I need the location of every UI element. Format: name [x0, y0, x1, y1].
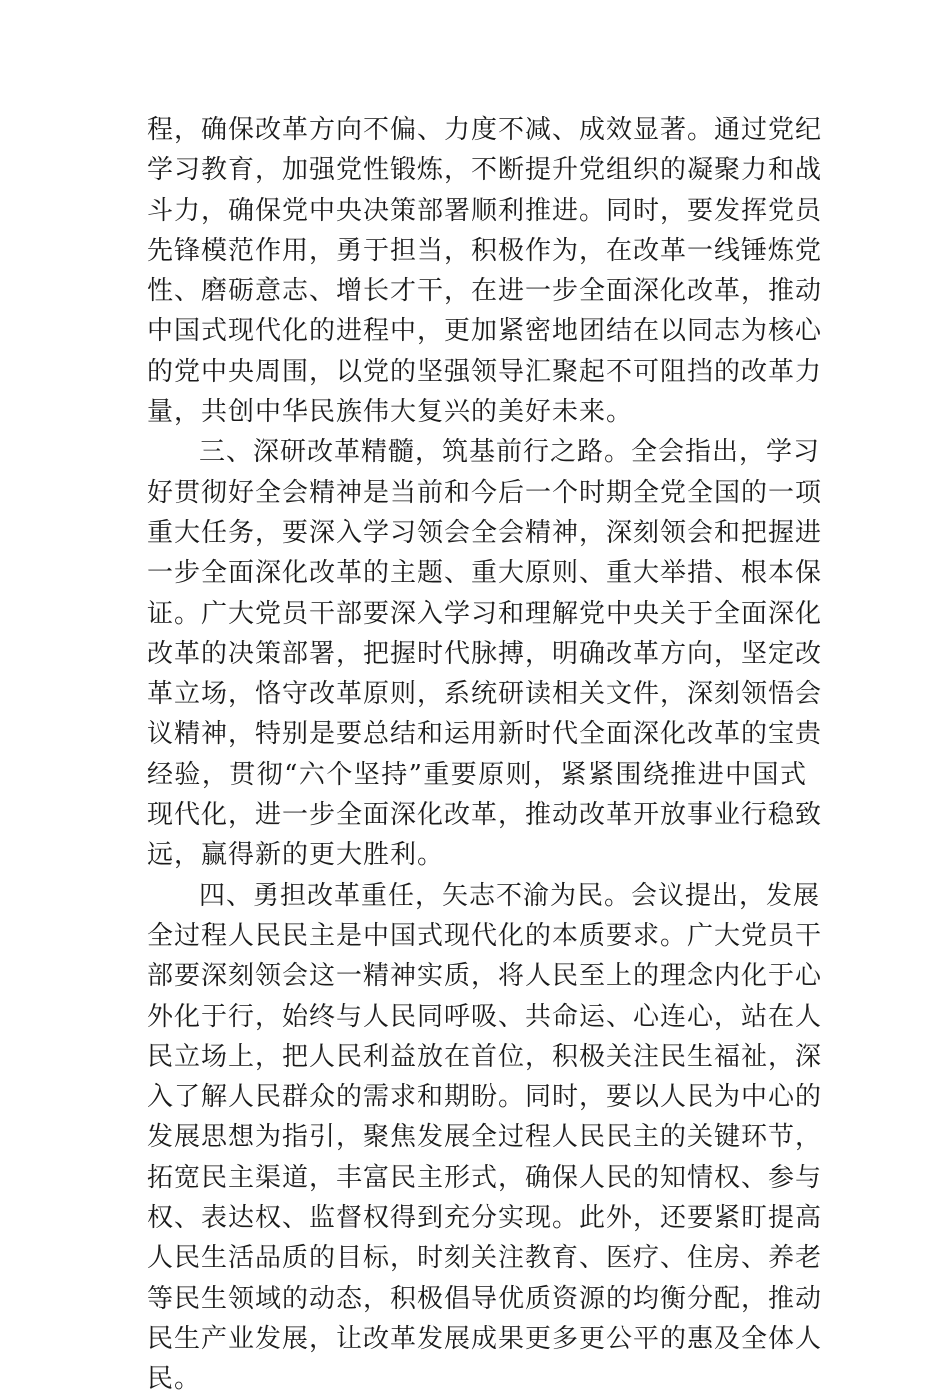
text-line: 入了解人民群众的需求和期盼。同时，要以人民为中心的	[147, 1082, 823, 1113]
text-line: 全过程人民民主是中国式现代化的本质要求。广大党员干	[147, 920, 823, 951]
text-line: 改革的决策部署，把握时代脉搏，明确改革方向，坚定改	[147, 638, 823, 669]
text-line: 学习教育，加强党性锻炼，不断提升党组织的凝聚力和战	[147, 155, 823, 186]
text-line: 远，赢得新的更大胜利。	[147, 840, 445, 871]
text-line: 发展思想为指引，聚焦发展全过程人民民主的关键环节，	[147, 1122, 823, 1153]
text-line: 量，共创中华民族伟大复兴的美好未来。	[147, 397, 634, 428]
text-line: 外化于行，始终与人民同呼吸、共命运、心连心，站在人	[147, 1001, 823, 1032]
text-line: 民生产业发展，让改革发展成果更多更公平的惠及全体人	[147, 1323, 823, 1354]
text-line: 革立场，恪守改革原则，系统研读相关文件，深刻领悟会	[147, 679, 823, 710]
text-line: 经验，贯彻“六个坚持”重要原则，紧紧围绕推进中国式	[147, 759, 807, 790]
text-line: 拓宽民主渠道，丰富民主形式，确保人民的知情权、参与	[147, 1162, 823, 1193]
text-line: 权、表达权、监督权得到充分实现。此外，还要紧盯提高	[147, 1203, 823, 1234]
text-line: 先锋模范作用，勇于担当，积极作为，在改革一线锤炼党	[147, 235, 823, 266]
text-line: 等民生领域的动态，积极倡导优质资源的均衡分配，推动	[147, 1283, 823, 1314]
text-line: 中国式现代化的进程中，更加紧密地团结在以同志为核心	[147, 316, 823, 347]
text-line: 民。	[147, 1364, 202, 1395]
text-line: 证。广大党员干部要深入学习和理解党中央关于全面深化	[147, 598, 823, 629]
text-line: 重大任务，要深入学习领会全会精神，深刻领会和把握进	[147, 517, 823, 548]
paragraph-first-line: 三、深研改革精髓，筑基前行之路。全会指出，学习	[199, 437, 821, 468]
text-line: 民立场上，把人民利益放在首位，积极关注民生福祉，深	[147, 1041, 823, 1072]
paragraph-first-line: 四、勇担改革重任，矢志不渝为民。会议提出，发展	[199, 880, 821, 911]
text-line: 的党中央周围，以党的坚强领导汇聚起不可阻挡的改革力	[147, 356, 823, 387]
text-line: 好贯彻好全会精神是当前和今后一个时期全党全国的一项	[147, 477, 823, 508]
text-line: 斗力，确保党中央决策部署顺利推进。同时，要发挥党员	[147, 195, 823, 226]
text-line: 现代化，进一步全面深化改革，推动改革开放事业行稳致	[147, 800, 823, 831]
text-line: 性、磨砺意志、增长才干，在进一步全面深化改革，推动	[147, 276, 823, 307]
text-line: 程，确保改革方向不偏、力度不减、成效显著。通过党纪	[147, 115, 823, 145]
text-line: 一步全面深化改革的主题、重大原则、重大举措、根本保	[147, 558, 823, 589]
document-body	[147, 110, 823, 1400]
text-line: 部要深刻领会这一精神实质，将人民至上的理念内化于心	[147, 961, 823, 992]
text-line: 议精神，特别是要总结和运用新时代全面深化改革的宝贵	[147, 719, 823, 750]
text-line: 人民生活品质的目标，时刻关注教育、医疗、住房、养老	[147, 1243, 823, 1274]
